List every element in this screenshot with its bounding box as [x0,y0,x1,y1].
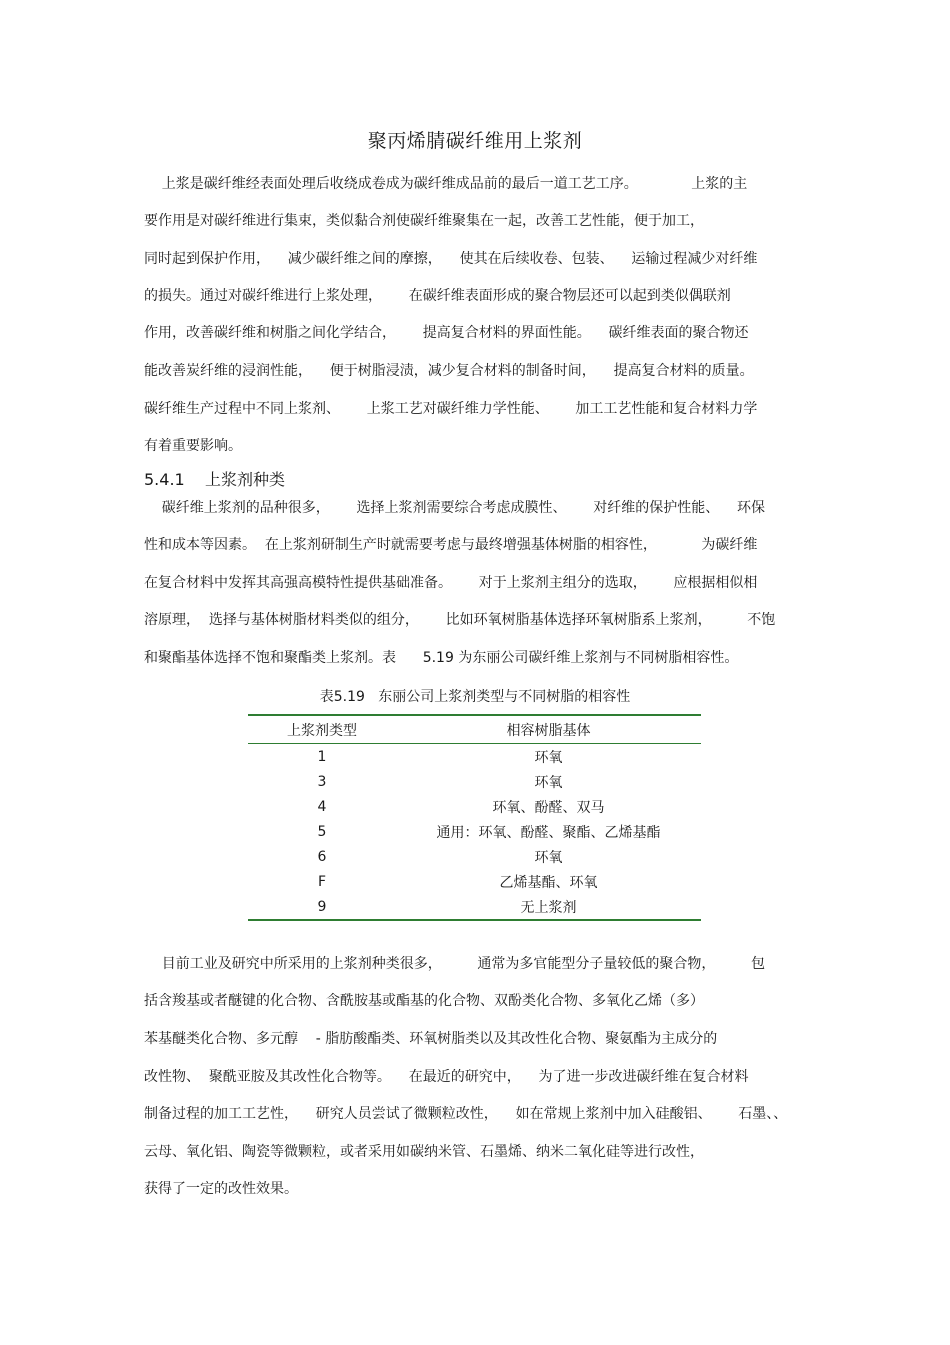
compatibility-table [248,714,701,921]
sizing-type-cell: 5 [317,823,327,840]
closing-line-7: 获得了一定的改性效果。 [144,1181,298,1197]
intro-line-1: 上浆是碳纤维经表面处理后收绕成卷成为碳纤维成品前的最后一道工艺工序。 上浆的主 [144,176,748,192]
section-line-3: 在复合材料中发挥其高强高模特性提供基础准备。 对于上浆剂主组分的选取， 应根据相似相 [144,575,758,591]
table-row [248,744,701,770]
table-row [248,844,701,869]
closing-line-5: 制备过程的加工工艺性， 研究人员尝试了微颗粒改性， 如在常规上浆剂中加入硅酸铝、 石墨、、 [144,1106,788,1122]
sizing-type-cell: 6 [317,848,327,865]
sizing-type-cell: 9 [317,898,327,915]
intro-line-7: 碳纤维生产过程中不同上浆剂、 上浆工艺对碳纤维力学性能、 加工工艺性能和复合材料力学 [144,401,758,417]
table-row [248,769,701,794]
column-header-compatible-resin: 相容树脂基体 [506,722,591,739]
table-row [248,794,701,819]
sizing-type-cell: 1 [317,748,327,765]
sizing-type-cell: F [317,873,327,890]
intro-line-3: 同时起到保护作用， 减少碳纤维之间的摩擦， 使其在后续收卷、包装、 运输过程减少对纤维 [144,251,758,267]
closing-line-3: 苯基醚类化合物、多元醇 - 脂肪酸酯类、环氧树脂类以及其改性化合物、聚氨酯为主成分的 [144,1031,718,1047]
closing-line-6: 云母、氧化铝、陶瓷等微颗粒，或者采用如碳纳米管、石墨烯、纳米二氧化硅等进行改性， [144,1144,704,1160]
intro-line-6: 能改善炭纤维的浸润性能， 便于树脂浸渍，减少复合材料的制备时间， 提高复合材料的质量。 [144,363,754,379]
resin-cell: 环氧 [534,849,563,866]
intro-line-5: 作用，改善碳纤维和树脂之间化学结合， 提高复合材料的界面性能。 碳纤维表面的聚合物还 [144,325,749,341]
intro-line-2: 要作用是对碳纤维进行集束，类似黏合剂使碳纤维聚集在一起，改善工艺性能，便于加工， [144,213,704,229]
sizing-type-cell: 3 [317,773,327,790]
page-title: 聚丙烯腈碳纤维用上浆剂 [367,130,583,152]
column-header-sizing-type: 上浆剂类型 [287,722,357,739]
resin-cell: 乙烯基酯、环氧 [499,874,598,891]
resin-cell: 无上浆剂 [520,899,577,916]
section-line-5: 和聚酯基体选择不饱和聚酯类上浆剂。表 5.19 为东丽公司碳纤维上浆剂与不同树脂相容性。 [144,650,739,666]
table-header-row [248,715,701,744]
resin-cell: 环氧 [534,749,563,766]
closing-line-2: 括含羧基或者醚键的化合物、含酰胺基或酯基的化合物、双酚类化合物、多氧化乙烯（多） [144,993,704,1009]
section-line-4: 溶原理， 选择与基体树脂材料类似的组分， 比如环氧树脂基体选择环氧树脂系上浆剂， 不饱 [144,612,776,628]
section-heading: 5.4.1 上浆剂种类 [144,470,286,489]
section-line-1: 碳纤维上浆剂的品种很多， 选择上浆剂需要综合考虑成膜性、 对纤维的保护性能、 环保 [144,500,766,516]
resin-cell: 通用：环氧、酚醛、聚酯、乙烯基酯 [436,824,661,841]
resin-cell: 环氧、酚醛、双马 [492,799,605,816]
table-row [248,819,701,844]
sizing-type-cell: 4 [317,798,327,815]
resin-cell: 环氧 [534,774,563,791]
table-caption: 表5.19 东丽公司上浆剂类型与不同树脂的相容性 [319,689,631,705]
closing-line-1: 目前工业及研究中所采用的上浆剂种类很多， 通常为多官能型分子量较低的聚合物， 包 [144,956,766,972]
table-row [248,894,701,920]
intro-line-4: 的损失。通过对碳纤维进行上浆处理， 在碳纤维表面形成的聚合物层还可以起到类似偶联剂 [144,288,731,304]
section-line-2: 性和成本等因素。 在上浆剂研制生产时就需要考虑与最终增强基体树脂的相容性， 为碳纤维 [144,537,758,553]
intro-line-8: 有着重要影响。 [144,438,242,454]
closing-line-4: 改性物、 聚酰亚胺及其改性化合物等。 在最近的研究中， 为了进一步改进碳纤维在复合材料 [144,1069,749,1085]
table-row [248,869,701,894]
